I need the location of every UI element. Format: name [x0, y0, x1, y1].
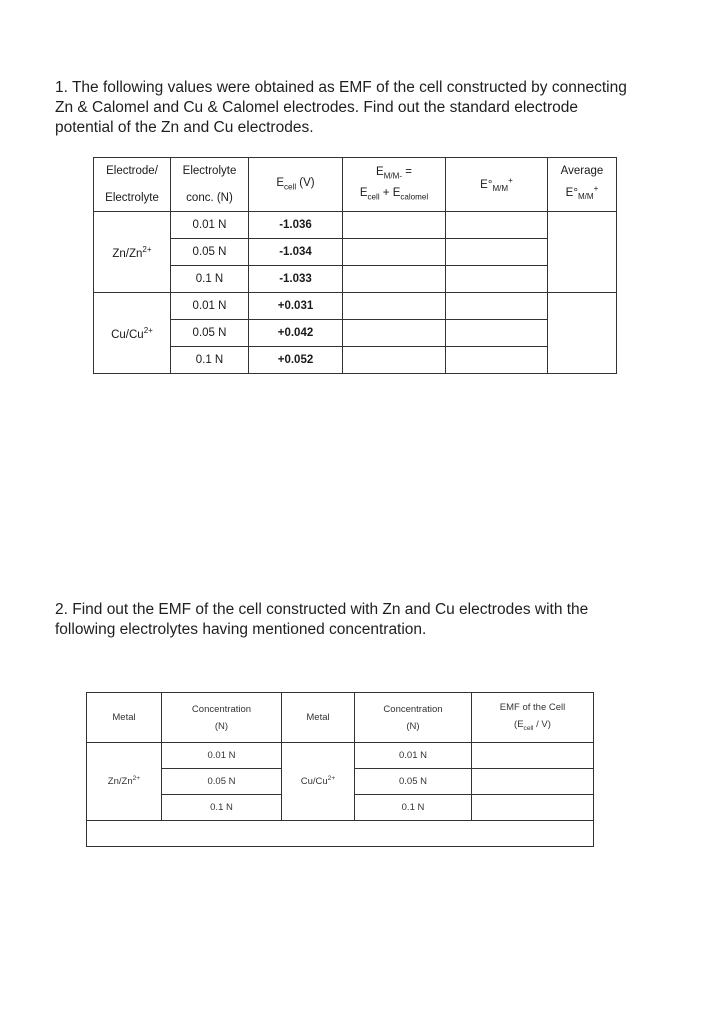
emf-cell: [472, 769, 594, 795]
header-metal-1: Metal: [87, 693, 162, 743]
standard-potential-cell: [446, 212, 548, 239]
header-electrolyte-line2: conc. (N): [171, 185, 249, 212]
conc-cell: 0.1 N: [171, 347, 249, 374]
ecell-value: -1.034: [249, 239, 343, 266]
header-concentration-2: Concentration (N): [355, 693, 472, 743]
header-electrode: Electrode/: [94, 158, 171, 185]
standard-potential-cell: [446, 320, 548, 347]
header-average: Average $E^\circ_{M/M}^+$: [548, 158, 617, 212]
em-cell: [343, 320, 446, 347]
ecell-value: -1.036: [249, 212, 343, 239]
table-row: [94, 239, 617, 266]
header-electrode-line2: Electrolyte: [94, 185, 171, 212]
table-row: [94, 320, 617, 347]
header-metal-2: Metal: [282, 693, 355, 743]
em-cell: [343, 266, 446, 293]
header-concentration-1: Concentration (N): [162, 693, 282, 743]
conc-1-cell: 0.05 N: [162, 769, 282, 795]
header-electrolyte: Electrolyte: [171, 158, 249, 185]
conc-2-cell: 0.05 N: [355, 769, 472, 795]
ecell-value: +0.052: [249, 347, 343, 374]
metal-1-label: $Zn/Zn^{2+}$: [87, 743, 162, 821]
electrode-label: $Zn/Zn^{2+}$: [94, 212, 171, 293]
em-cell: [343, 212, 446, 239]
conc-cell: 0.05 N: [171, 320, 249, 347]
average-cell: [548, 212, 617, 293]
table-header-row: [87, 693, 594, 743]
conc-cell: 0.05 N: [171, 239, 249, 266]
header-em-calc: $E_{M/M-}$ = $E_{cell} + E_{calomel}$: [343, 158, 446, 212]
question-2-text: [55, 600, 675, 640]
em-cell: [343, 347, 446, 374]
conc-1-cell: 0.1 N: [162, 795, 282, 821]
question-1-text: [55, 78, 675, 138]
conc-cell: 0.01 N: [171, 212, 249, 239]
table-row: [94, 347, 617, 374]
conc-2-cell: 0.1 N: [355, 795, 472, 821]
header-standard-potential: $E^\circ_{M/M}^+$: [446, 158, 548, 212]
header-ecell: $E_{cell}$ (V): [249, 158, 343, 212]
standard-potential-cell: [446, 239, 548, 266]
table-row: [94, 266, 617, 293]
standard-potential-cell: [446, 266, 548, 293]
ecell-value: +0.031: [249, 293, 343, 320]
empty-row-cell: [87, 821, 594, 847]
conc-cell: 0.1 N: [171, 266, 249, 293]
average-cell: [548, 293, 617, 374]
table-row: [94, 293, 617, 320]
em-cell: [343, 293, 446, 320]
header-emf: EMF of the Cell $(E_{cell} / V)$: [472, 693, 594, 743]
metal-2-label: $Cu/Cu^{2+}$: [282, 743, 355, 821]
conc-2-cell: 0.01 N: [355, 743, 472, 769]
ecell-value: -1.033: [249, 266, 343, 293]
question-1-line: Zn & Calomel and Cu & Calomel electrodes. Find out the standard electrode: [55, 99, 578, 116]
standard-potential-cell: [446, 293, 548, 320]
electrode-label: $Cu/Cu^{2+}$: [94, 293, 171, 374]
question-1-line: 1. The following values were obtained as EMF of the cell constructed by connecting: [55, 79, 627, 96]
table-header-row: [94, 158, 617, 185]
cell-emf-table: [86, 692, 594, 847]
conc-1-cell: 0.01 N: [162, 743, 282, 769]
emf-cell: [472, 743, 594, 769]
electrode-potential-table: [93, 157, 617, 374]
conc-cell: 0.01 N: [171, 293, 249, 320]
question-1-line: potential of the Zn and Cu electrodes.: [55, 119, 314, 136]
em-cell: [343, 239, 446, 266]
standard-potential-cell: [446, 347, 548, 374]
table-row: [87, 821, 594, 847]
table-row: [87, 743, 594, 769]
question-2-line: 2. Find out the EMF of the cell constructed with Zn and Cu electrodes with the: [55, 601, 589, 618]
table-row: [94, 212, 617, 239]
ecell-value: +0.042: [249, 320, 343, 347]
question-2-line: following electrolytes having mentioned concentration.: [55, 621, 427, 638]
emf-cell: [472, 795, 594, 821]
